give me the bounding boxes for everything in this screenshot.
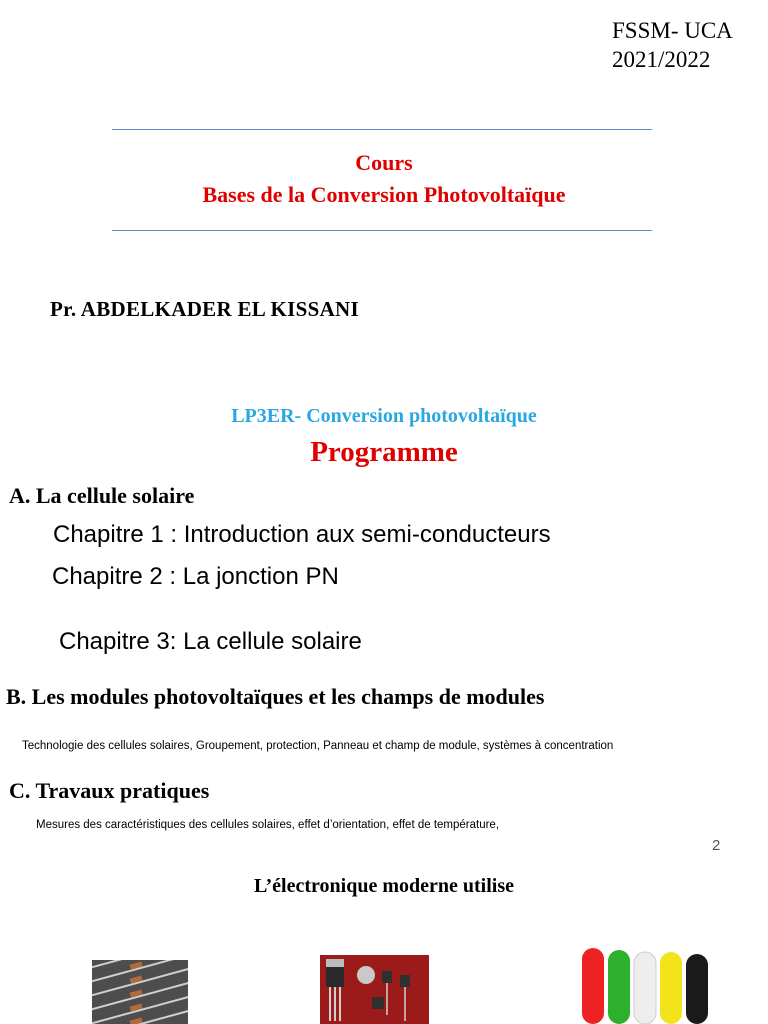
leds-illustration xyxy=(578,940,713,1024)
author-name: Pr. ABDELKADER EL KISSANI xyxy=(50,297,359,321)
transistors-photo xyxy=(320,955,429,1024)
next-slide-title: L’électronique moderne utilise xyxy=(254,875,514,897)
institution-name: FSSM- UCA xyxy=(612,18,733,43)
section-c-title: C. Travaux pratiques xyxy=(9,778,210,803)
transistors-illustration xyxy=(320,955,429,1024)
chapter-3: Chapitre 3: La cellule solaire xyxy=(59,628,362,655)
academic-year: 2021/2022 xyxy=(612,47,711,72)
course-code: LP3ER- Conversion photovoltaïque xyxy=(231,405,537,427)
title-rule-bottom xyxy=(112,230,652,231)
course-title-line1: Cours xyxy=(355,150,413,175)
section-b-detail: Technologie des cellules solaires, Groupement, protection, Panneau et champ de module, systèmes à concentration xyxy=(22,740,614,752)
chapter-1: Chapitre 1 : Introduction aux semi-conducteurs xyxy=(53,521,551,548)
institution-header xyxy=(612,16,733,74)
section-a-title: A. La cellule solaire xyxy=(9,483,195,508)
diodes-photo xyxy=(92,960,188,1024)
leds-photo xyxy=(578,940,713,1024)
section-c-detail: Mesures des caractéristiques des cellules solaires, effet d’orientation, effet de température, xyxy=(36,819,500,831)
course-title xyxy=(0,147,768,211)
course-title-line2: Bases de la Conversion Photovoltaïque xyxy=(202,182,566,207)
diodes-illustration xyxy=(92,960,188,1024)
program-heading: Programme xyxy=(310,436,458,468)
chapter-2: Chapitre 2 : La jonction PN xyxy=(52,563,339,590)
page-number: 2 xyxy=(712,837,721,854)
section-b-title: B. Les modules photovoltaïques et les champs de modules xyxy=(6,684,545,709)
title-rule-top xyxy=(112,129,652,130)
